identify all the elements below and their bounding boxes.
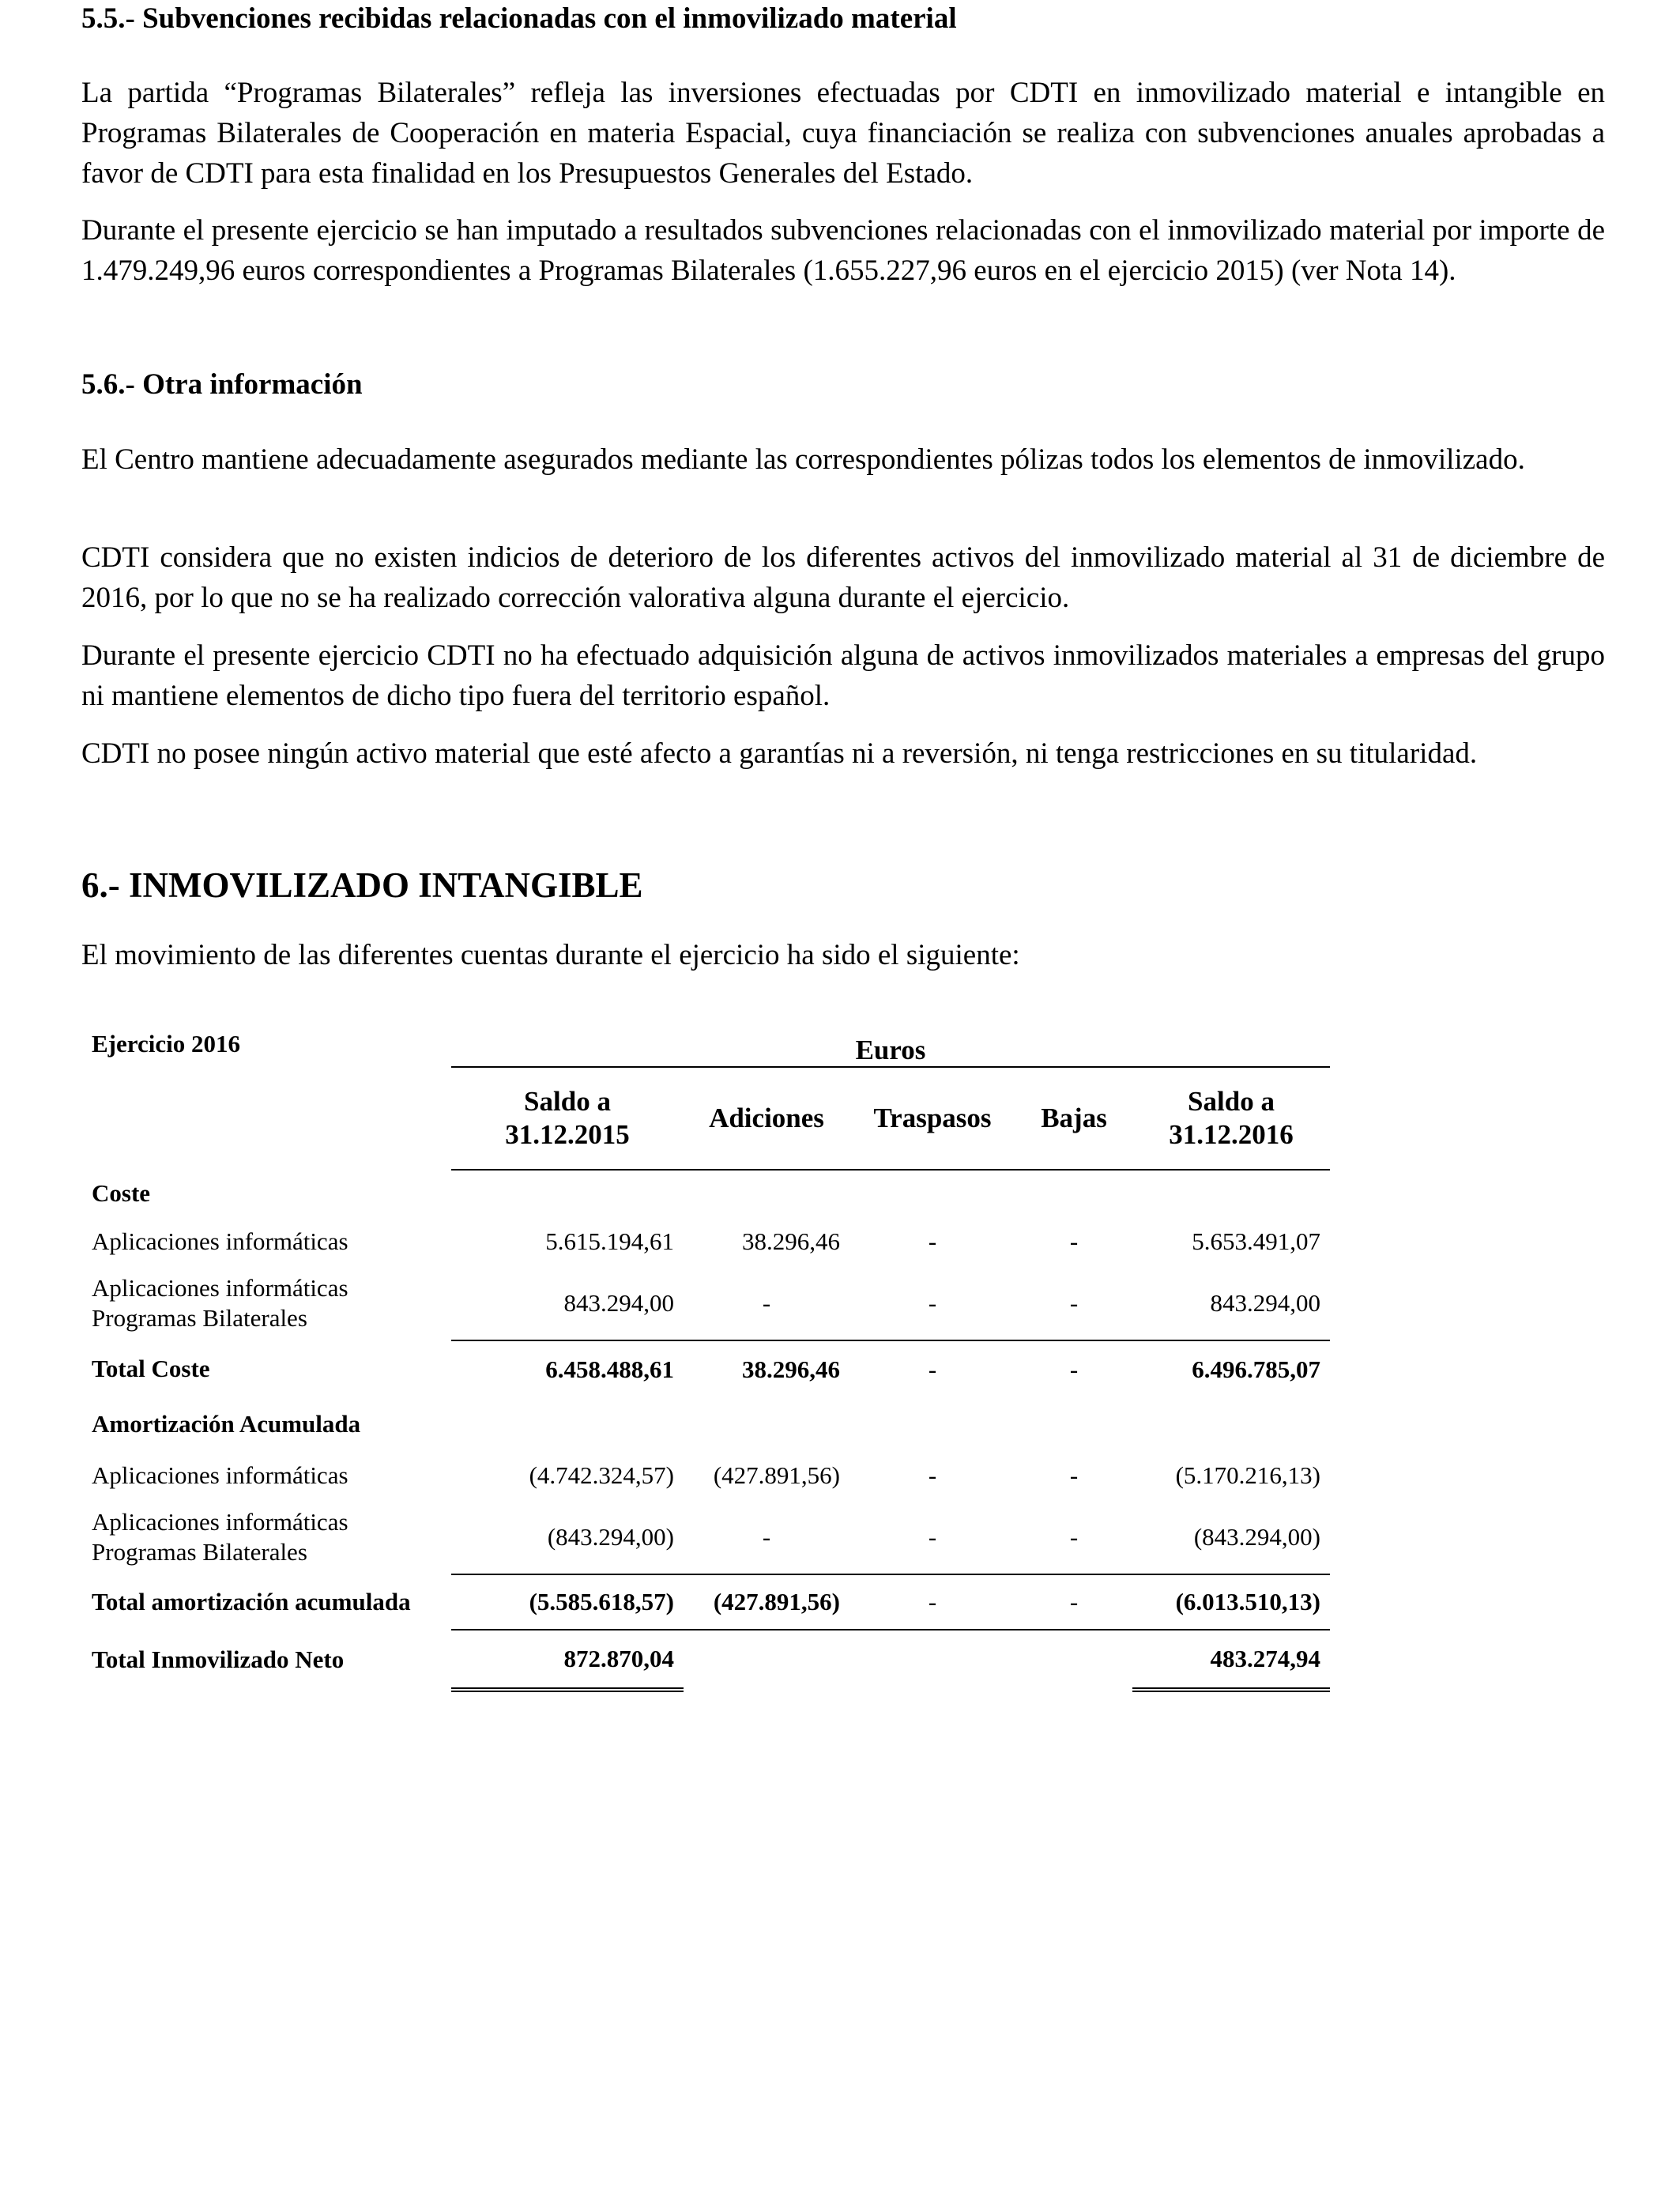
cell-adiciones: - — [762, 1522, 771, 1551]
section-5-6-paragraph-4: CDTI no posee ningún activo material que esté afecto a garantías ni a reversión, ni tenga restricciones en su titularidad. — [81, 737, 1478, 770]
cell-bajas: - — [1069, 1461, 1079, 1489]
section-5-5-paragraph-1: La partida “Programas Bilaterales” refleja las inversiones efectuadas por CDTI en inmovilizado material e intangible en Programas Bilaterales de Cooperación en materia Espacial, cuya financiación se realiza con subvenciones anuales aprobadas a favor de CDTI para esta finalidad en los Presupuestos Generales del Estado. — [81, 77, 1605, 190]
cell-traspasos: - — [849, 1574, 1015, 1630]
table-year-label: Ejercicio 2016 — [92, 1030, 240, 1057]
section-5-5-paragraph-2: Durante el presente ejercicio se han imputado a resultados subvenciones relacionadas con el inmovilizado material por importe de 1.479.249,96 euros correspondientes a Programas Bilaterales (1.655.227,96 euros en el ejercicio 2015) (ver Nota 14). — [81, 214, 1605, 287]
column-saldo-2015-line-1: Saldo a — [524, 1086, 611, 1117]
cell-bajas: - — [1015, 1574, 1132, 1630]
column-saldo-2016-line-1: Saldo a — [1188, 1086, 1275, 1117]
cell-traspasos: - — [928, 1522, 937, 1551]
cell-saldo-2015: 872.870,04 — [451, 1630, 684, 1690]
cell-traspasos: - — [928, 1288, 937, 1317]
table-section-row — [81, 1397, 1330, 1451]
cell-saldo-2016: 6.496.785,07 — [1132, 1340, 1330, 1397]
cell-adiciones: (427.891,56) — [684, 1574, 849, 1630]
cell-traspasos: - — [928, 1461, 937, 1489]
row-label-line-1: Aplicaciones informáticas — [92, 1274, 348, 1302]
section-6-heading: 6.- INMOVILIZADO INTANGIBLE — [81, 865, 643, 905]
cell-saldo-2015: (843.294,00) — [547, 1522, 674, 1551]
amortizacion-section-label: Amortización Acumulada — [92, 1410, 361, 1438]
table-currency-header: Euros — [451, 1026, 1330, 1067]
column-saldo-2016-header — [1132, 1067, 1330, 1170]
section-5-6-paragraph-3: Durante el presente ejercicio CDTI no ha efectuado adquisición alguna de activos inmovilizados materiales a empresas del grupo ni mantiene elementos de dicho tipo fuera del territorio español. — [81, 639, 1605, 712]
table-row — [81, 1500, 1330, 1574]
cell-saldo-2016: 5.653.491,07 — [1192, 1227, 1321, 1255]
section-5-6-heading: 5.6.- Otra información — [81, 368, 363, 401]
cell-saldo-2015: 6.458.488,61 — [451, 1340, 684, 1397]
column-saldo-2015-line-2: 31.12.2015 — [505, 1119, 630, 1150]
table-header-row-2 — [81, 1067, 1330, 1170]
row-label-line-2: Programas Bilaterales — [92, 1304, 307, 1332]
cell-saldo-2016: (5.170.216,13) — [1175, 1461, 1321, 1489]
column-saldo-2016-line-2: 31.12.2016 — [1169, 1119, 1294, 1150]
cell-adiciones: - — [762, 1288, 771, 1317]
row-label — [81, 1266, 451, 1340]
cell-bajas: - — [1069, 1227, 1079, 1255]
cell-traspasos: - — [928, 1227, 937, 1255]
table-header-row-1 — [81, 1026, 1330, 1067]
total-amortizacion-label: Total amortización acumulada — [92, 1588, 411, 1615]
cell-bajas: - — [1069, 1522, 1079, 1551]
cell-saldo-2015: (5.585.618,57) — [451, 1574, 684, 1630]
cell-bajas: - — [1015, 1340, 1132, 1397]
cell-saldo-2016: 843.294,00 — [1210, 1288, 1321, 1317]
table-section-row — [81, 1170, 1330, 1217]
total-neto-label: Total Inmovilizado Neto — [92, 1646, 345, 1673]
section-5-6-paragraph-2: CDTI considera que no existen indicios de deterioro de los diferentes activos del inmovilizado material al 31 de diciembre de 2016, por lo que no se ha realizado corrección valorativa alguna durante el ejercicio. — [81, 541, 1605, 614]
section-5-6-paragraph-1: El Centro mantiene adecuadamente asegurados mediante las correspondientes pólizas todos los elementos de inmovilizado. — [81, 443, 1525, 476]
table-total-row — [81, 1574, 1330, 1630]
section-6-intro: El movimiento de las diferentes cuentas durante el ejercicio ha sido el siguiente: — [81, 939, 1020, 971]
table-total-row — [81, 1340, 1330, 1397]
total-coste-label: Total Coste — [92, 1355, 210, 1382]
cell-traspasos: - — [849, 1340, 1015, 1397]
table-row — [81, 1266, 1330, 1340]
intangible-assets-table — [81, 1026, 1330, 1692]
cell-saldo-2015: 843.294,00 — [563, 1288, 674, 1317]
cell-adiciones: 38.296,46 — [742, 1227, 840, 1255]
column-bajas-header: Bajas — [1015, 1067, 1132, 1170]
coste-section-label: Coste — [92, 1179, 151, 1207]
cell-saldo-2015: 5.615.194,61 — [545, 1227, 674, 1255]
table-row — [81, 1451, 1330, 1500]
row-label: Aplicaciones informáticas — [92, 1461, 348, 1489]
cell-saldo-2016: 483.274,94 — [1132, 1630, 1330, 1690]
row-label-line-1: Aplicaciones informáticas — [92, 1508, 348, 1536]
table-row — [81, 1217, 1330, 1266]
row-label — [81, 1500, 451, 1574]
column-adiciones-header: Adiciones — [684, 1067, 849, 1170]
column-saldo-2015-header — [451, 1067, 684, 1170]
cell-saldo-2015: (4.742.324,57) — [529, 1461, 674, 1489]
cell-adiciones: (427.891,56) — [713, 1461, 840, 1489]
cell-adiciones: 38.296,46 — [684, 1340, 849, 1397]
row-label: Aplicaciones informáticas — [92, 1227, 348, 1255]
cell-saldo-2016: (6.013.510,13) — [1132, 1574, 1330, 1630]
section-5-5-heading: 5.5.- Subvenciones recibidas relacionadas con el inmovilizado material — [81, 2, 957, 35]
column-traspasos-header: Traspasos — [849, 1067, 1015, 1170]
cell-bajas: - — [1069, 1288, 1079, 1317]
row-label-line-2: Programas Bilaterales — [92, 1538, 307, 1566]
table-net-total-row — [81, 1630, 1330, 1690]
cell-saldo-2016: (843.294,00) — [1193, 1522, 1321, 1551]
